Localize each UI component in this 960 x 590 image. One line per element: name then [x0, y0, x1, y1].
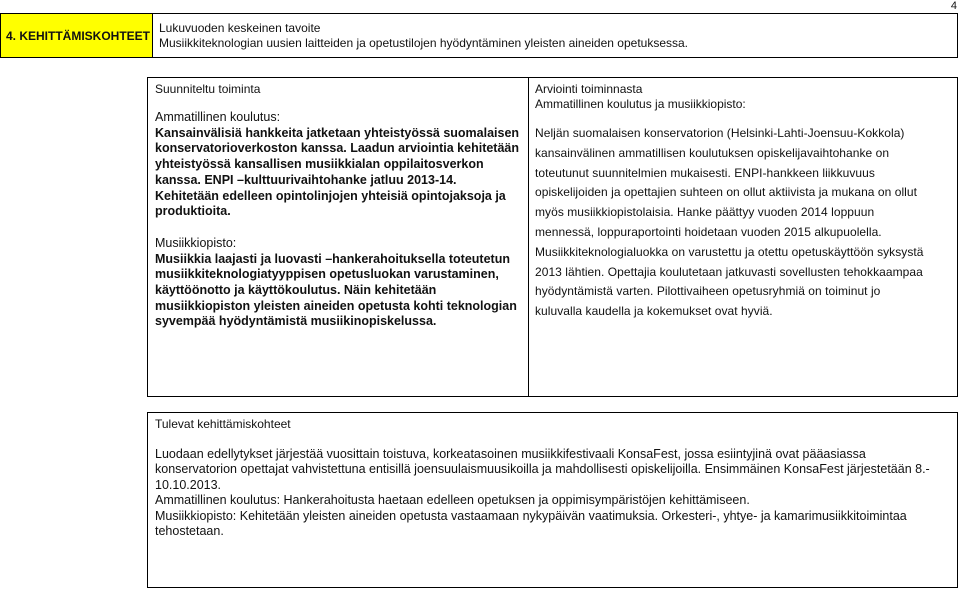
text-line: 10.10.2013.	[155, 477, 222, 492]
text-line: Musiikkiopisto: Kehitetään yleisten aineiden opetusta vastaamaan nykypäivän vaatimuksia. Orkesteri-, yhtye- ja kamarimusiikkitoimintaa	[155, 508, 907, 523]
goal-table	[0, 13, 958, 58]
text-line: hyödyntämistä varten. Pilottivaiheen opetusryhmiä on toiminut jo	[535, 284, 881, 299]
text-line: musiikkiopiston yleisten aineiden opetusta kohti teknologian	[155, 298, 517, 313]
page-number: 4	[950, 0, 957, 12]
future-cell	[148, 413, 958, 588]
planned-music-label: Musiikkiopisto:	[155, 235, 237, 250]
text-line: opiskelijoiden ja opettajien suhteen on ollut aktiivista ja mukana on ollut	[535, 185, 917, 200]
text-line: produktioita.	[155, 204, 231, 219]
evaluation-text	[535, 124, 951, 322]
text-line: kuluvalla kaudella ja kokemukset ovat hyviä.	[535, 304, 773, 319]
text-line: Ammatillinen koulutus: Hankerahoitusta haetaan edelleen opetuksen ja oppimisympäristöjen kehittämiseen.	[155, 493, 750, 508]
text-line: mennessä, loppuraportointi hoidetaan vuoden 2015 alkupuolella.	[535, 224, 882, 239]
text-line: 2013 lähtien. Opettajia koulutetaan jatkuvasti sovellusten tehokkaampaa	[535, 264, 923, 279]
text-line: Musiikkiteknologialuokka on varustettu ja otettu opetuskäyttöön syksystä	[535, 244, 924, 259]
planned-heading: Suunniteltu toiminta	[155, 82, 261, 96]
text-line: Kehitetään edelleen opintolinjojen yhteisiä opintojaksoja ja	[155, 188, 506, 203]
planned-cell	[148, 78, 529, 397]
planned-voc-label: Ammatillinen koulutus:	[155, 110, 281, 124]
text-line: toteutunut suunnitelmien mukaisesti. ENPI-hankkeen liikkuvuus	[535, 165, 875, 180]
text-line: käyttöönotto ja käyttökoulutus. Näin kehitetään	[155, 283, 437, 298]
text-line: Kansainvälisiä hankkeita jatketaan yhteistyössä suomalaisen	[155, 125, 520, 140]
evaluation-heading: Arviointi toiminnasta	[535, 82, 643, 96]
text-line: Luodaan edellytykset järjestää vuosittain toistuva, korkeatasoinen musiikkifestivaali KonsaFest, jossa esiintyjinä ovat pääasiassa	[155, 447, 866, 461]
future-text	[155, 447, 950, 539]
text-line: yhteistyössä kansallisen musiikkialan oppilaitosverkon	[155, 157, 484, 172]
text-line: tehostetaan.	[155, 524, 224, 539]
section-label: 4. KEHITTÄMISKOHTEET	[1, 14, 153, 58]
evaluation-subheading: Ammatillinen koulutus ja musiikkiopisto:	[535, 97, 746, 111]
text-line: kansainvälinen ammatillisen koulutuksen opiskelijavaihtohanke on	[535, 145, 890, 160]
text-line: Musiikkia laajasti ja luovasti –hankerahoituksella toteutetun	[155, 251, 510, 266]
text-line: syvempää hyödyntämistä musiikinopiskelussa.	[155, 314, 437, 329]
text-line: Neljän suomalaisen konservatorion (Helsinki-Lahti-Joensuu-Kokkola)	[535, 126, 905, 140]
text-line: myös musiikkiopistolaisia. Hanke päättyy vuoden 2014 loppuun	[535, 205, 875, 220]
goal-heading: Lukuvuoden keskeinen tavoite	[159, 20, 321, 35]
future-heading: Tulevat kehittämiskohteet	[155, 417, 291, 431]
text-line: kanssa. ENPI –kulttuurivaihtohanke jatluu 2013-14.	[155, 172, 457, 187]
text-line: konservatorioverkoston kanssa. Laadun arviointia kehitetään	[155, 141, 520, 156]
goal-cell	[153, 14, 958, 58]
activity-table	[147, 77, 958, 397]
planned-voc-text	[155, 126, 522, 220]
planned-music-text	[155, 252, 522, 331]
future-table	[147, 412, 958, 588]
text-line: musiikkiteknologiatyyppisen opetusluokan varustaminen,	[155, 267, 499, 282]
text-line: konservatorion opettajat vahvistettuna entisillä joensuulaismuusikoilla ja mahdollisesti opiskelijoilla. Ensimmäinen KonsaFest järjestetään 8.-	[155, 462, 930, 477]
goal-text: Musiikkiteknologian uusien laitteiden ja opetustilojen hyödyntäminen yleisten aineiden opetuksessa.	[159, 35, 689, 50]
evaluation-cell	[529, 78, 958, 397]
